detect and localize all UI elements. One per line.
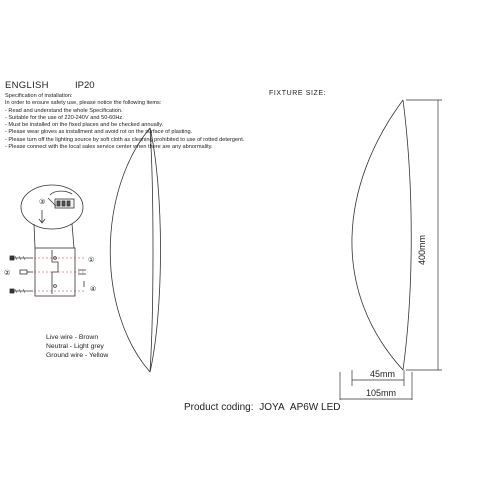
step-marker: ③ — [39, 198, 46, 206]
product-coding — [184, 402, 343, 413]
screws — [10, 256, 33, 293]
wiring-legend — [46, 333, 108, 360]
spec-line: In order to ensure safety use, please notice the following items: — [5, 100, 162, 107]
terminal-zoom-bubble — [21, 185, 83, 248]
spec-line: - Please connect with the local sales service center when there are any abnormality. — [5, 144, 213, 151]
ip-rating: IP20 — [75, 80, 95, 91]
step-marker: ① — [88, 256, 95, 264]
fixture-size-heading: FIXTURE SIZE: — [269, 90, 327, 97]
lamp-front-profile — [110, 128, 160, 372]
spec-line: - Please turn off the lighting source by soft cloth as cleaning prohibited to use of rotted detergent. — [5, 136, 245, 143]
product-code: AP6W LED — [289, 402, 341, 413]
lamp-side-profile — [352, 100, 411, 370]
arrows — [78, 270, 86, 287]
width-dimension: 105mm — [366, 388, 397, 398]
step-marker: ④ — [90, 285, 97, 293]
language-heading: ENGLISH — [5, 80, 49, 91]
live-wire-label: Live wire - Brown — [46, 334, 99, 341]
step-marker: ② — [4, 269, 11, 277]
depth-dimension: 45mm — [370, 369, 396, 379]
spec-line: - Please wear gloves as installment and avoid rot on the surface of plasting. — [5, 129, 193, 136]
ground-wire-label: Ground wire - Yellow — [46, 352, 109, 359]
height-dimension: 400mm — [417, 234, 427, 266]
spec-line: Specification of installation: — [5, 93, 73, 99]
product-name: JOYA — [259, 402, 285, 413]
spec-line: - Read and understand the whole Specification. — [5, 107, 123, 114]
spec-line: - Must be installed on the fixed places and be checked annually. — [5, 122, 164, 129]
spec-line: - Suitable for the use of 220-240V and 50-60Hz. — [5, 114, 124, 121]
product-coding-label: Product coding: — [184, 402, 254, 413]
neutral-wire-label: Neutral - Light grey — [46, 343, 104, 350]
guide-lines — [34, 258, 84, 291]
